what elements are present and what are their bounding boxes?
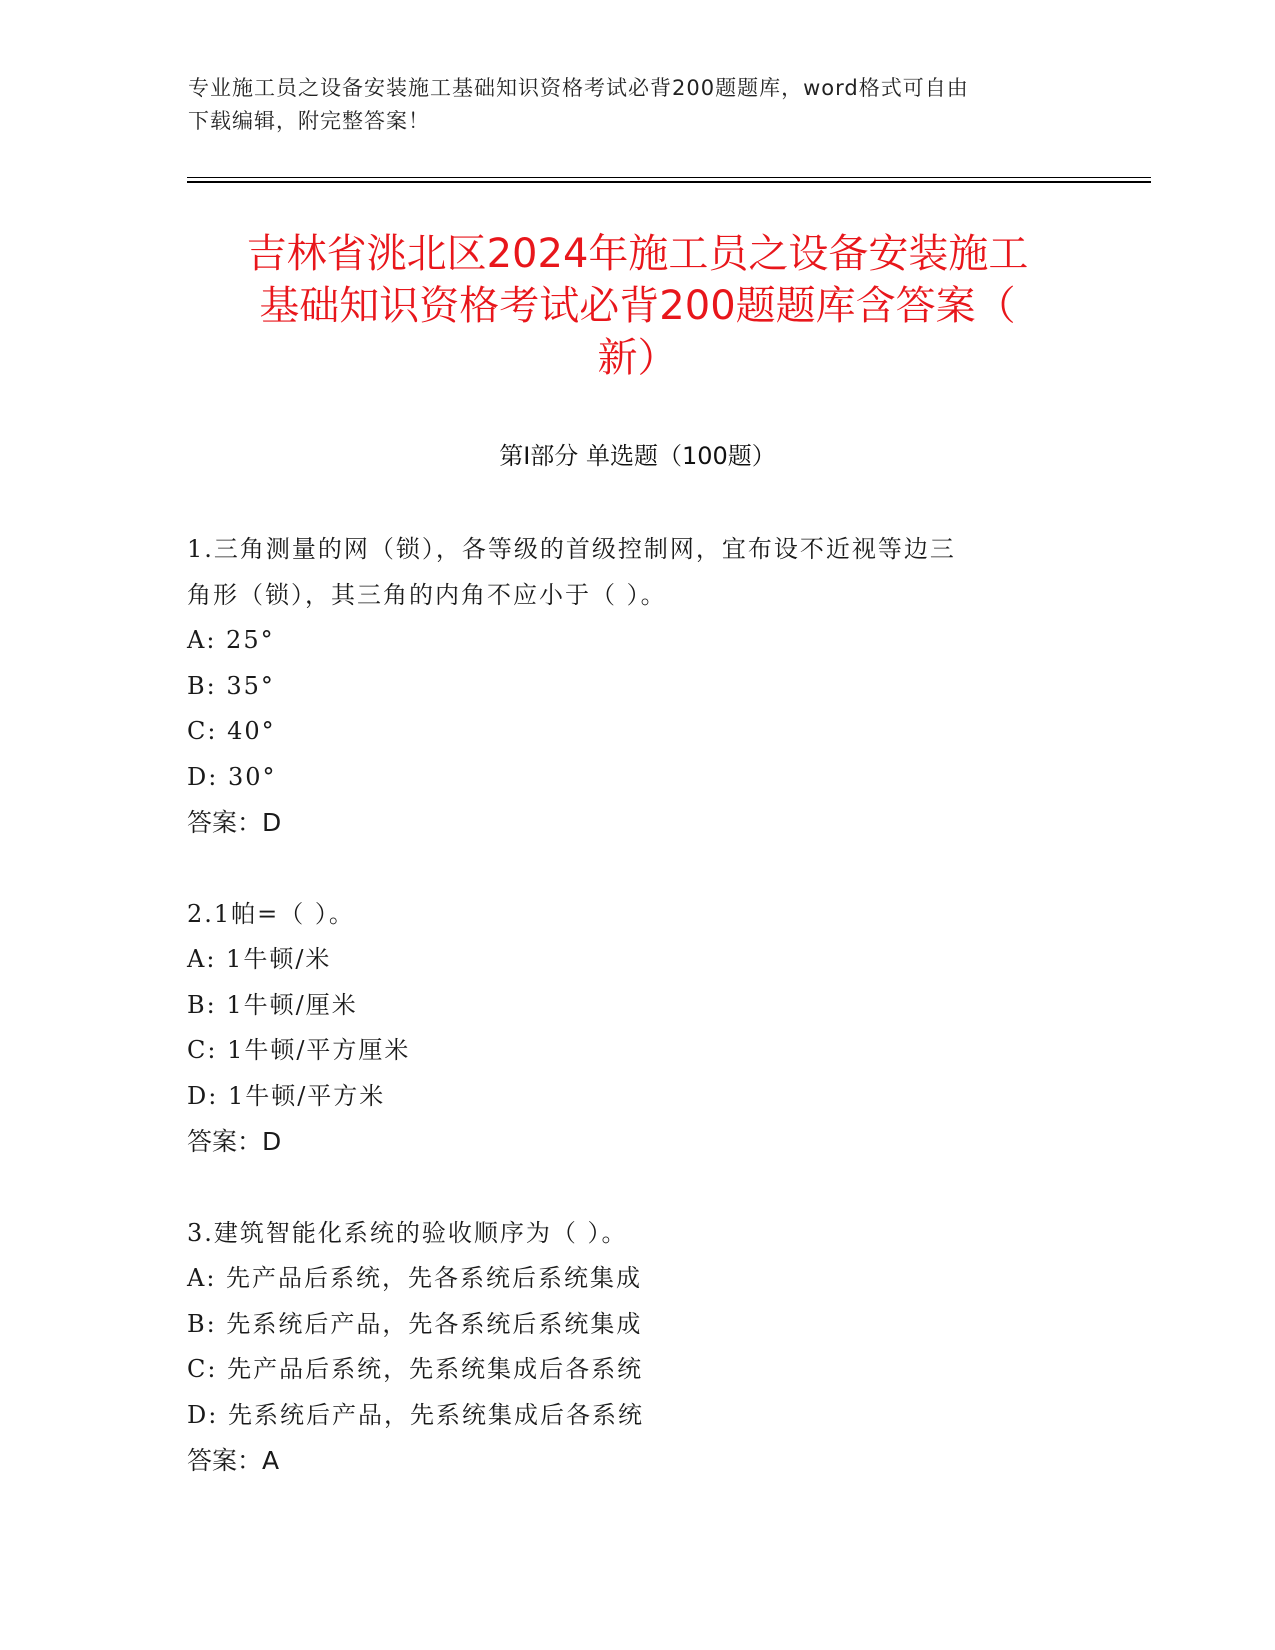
header-note xyxy=(188,72,1088,138)
option-a: A: 1牛顿/米 xyxy=(187,945,332,973)
answer: 答案：A xyxy=(187,1446,280,1475)
title-line-3: 新） xyxy=(597,335,678,381)
question-2 xyxy=(187,892,1087,1165)
option-c: C: 先产品后系统，先系统集成后各系统 xyxy=(187,1355,644,1383)
section-heading: 第I部分 单选题（100题） xyxy=(499,442,776,470)
option-b: B: 先系统后产品，先各系统后系统集成 xyxy=(187,1309,643,1338)
option-b: B: 35° xyxy=(187,671,275,700)
header-divider-thick xyxy=(187,181,1151,183)
answer: 答案：D xyxy=(187,808,282,837)
option-a: A: 25° xyxy=(187,626,275,654)
header-note-line-1: 专业施工员之设备安装施工基础知识资格考试必背200题题库，word格式可自由 xyxy=(188,76,969,100)
answer: 答案：D xyxy=(187,1127,282,1156)
option-c: C: 40° xyxy=(187,717,276,745)
header-note-line-2: 下载编辑，附完整答案！ xyxy=(188,109,430,133)
question-3 xyxy=(187,1211,1087,1484)
option-b: B: 1牛顿/厘米 xyxy=(187,990,358,1019)
question-stem-line: 3.建筑智能化系统的验收顺序为（ ）。 xyxy=(187,1218,628,1247)
option-d: D: 先系统后产品，先系统集成后各系统 xyxy=(187,1400,644,1429)
question-stem-line: 1.三角测量的网（锁），各等级的首级控制网，宜布设不近视等边三 xyxy=(187,535,956,563)
option-d: D: 30° xyxy=(187,762,277,791)
question-stem-line: 角形（锁），其三角的内角不应小于（ ）。 xyxy=(187,580,667,609)
question-list xyxy=(187,527,1087,1530)
option-a: A: 先产品后系统，先各系统后系统集成 xyxy=(187,1264,643,1292)
question-stem-line: 2.1帕=（ ）。 xyxy=(187,899,355,928)
document-title xyxy=(180,228,1095,384)
option-c: C: 1牛顿/平方厘米 xyxy=(187,1036,411,1064)
header-divider-thin xyxy=(187,177,1151,178)
option-d: D: 1牛顿/平方米 xyxy=(187,1081,386,1110)
title-line-2: 基础知识资格考试必背200题题库含答案（ xyxy=(259,283,1016,329)
title-line-1: 吉林省洮北区2024年施工员之设备安装施工 xyxy=(246,231,1029,277)
question-1 xyxy=(187,527,1087,846)
